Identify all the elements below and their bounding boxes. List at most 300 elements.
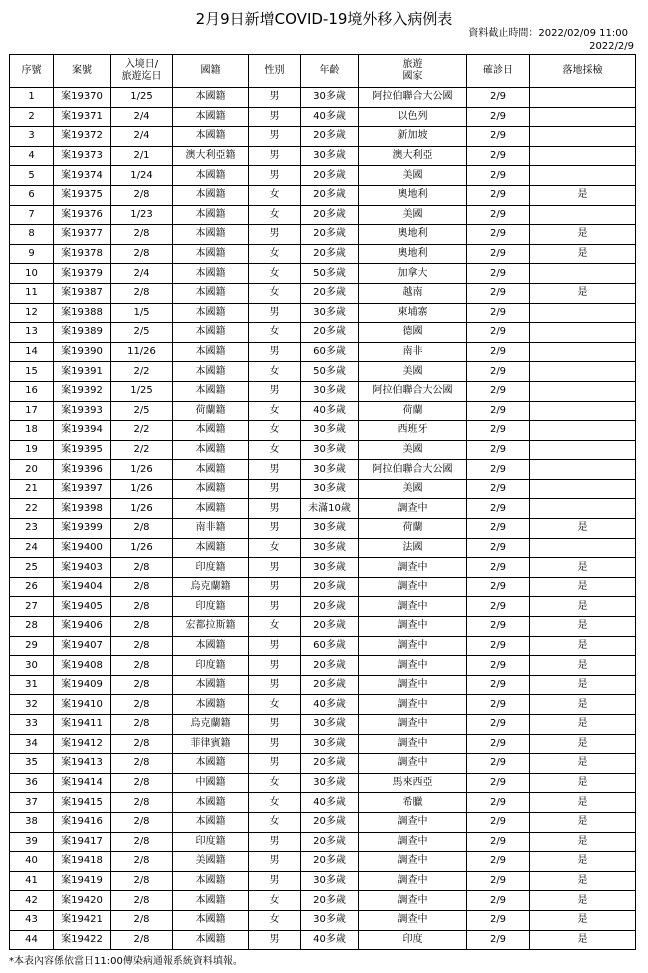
- cell-travel-country: 調查中: [359, 577, 467, 597]
- cell-case-no: 案19370: [54, 88, 111, 108]
- table-row: [10, 617, 636, 637]
- cell-travel-country: 調查中: [359, 910, 467, 930]
- header-text: 入境日/: [124, 59, 159, 70]
- cell-seq: 9: [10, 244, 54, 264]
- cell-entry-date: 2/8: [111, 852, 173, 872]
- cell-confirm-date: 2/9: [467, 499, 530, 519]
- cell-age: 30多歲: [301, 538, 359, 558]
- cell-nationality: 本國籍: [173, 127, 249, 147]
- cell-landing-test: [530, 303, 636, 323]
- cell-seq: 42: [10, 891, 54, 911]
- cell-landing-test: 是: [530, 636, 636, 656]
- cell-confirm-date: 2/9: [467, 127, 530, 147]
- cell-landing-test: [530, 146, 636, 166]
- header-text: 落地採檢: [562, 65, 603, 76]
- cell-entry-date: 1/25: [111, 381, 173, 401]
- cell-seq: 18: [10, 421, 54, 441]
- cell-case-no: 案19389: [54, 323, 111, 343]
- cell-landing-test: 是: [530, 675, 636, 695]
- cell-entry-date: 2/8: [111, 754, 173, 774]
- cell-entry-date: 1/26: [111, 499, 173, 519]
- cell-confirm-date: 2/9: [467, 852, 530, 872]
- cell-sex: 女: [249, 264, 301, 284]
- table-row: [10, 88, 636, 108]
- cell-landing-test: 是: [530, 558, 636, 578]
- cell-nationality: 本國籍: [173, 205, 249, 225]
- cell-travel-country: 調查中: [359, 558, 467, 578]
- cell-landing-test: 是: [530, 185, 636, 205]
- cell-landing-test: [530, 401, 636, 421]
- cell-age: 30多歲: [301, 558, 359, 578]
- cell-landing-test: [530, 88, 636, 108]
- cell-confirm-date: 2/9: [467, 656, 530, 676]
- cell-seq: 22: [10, 499, 54, 519]
- cell-sex: 男: [249, 656, 301, 676]
- cell-nationality: 本國籍: [173, 812, 249, 832]
- cell-case-no: 案19409: [54, 675, 111, 695]
- cell-travel-country: 馬來西亞: [359, 773, 467, 793]
- cell-travel-country: 調查中: [359, 715, 467, 735]
- cell-case-no: 案19374: [54, 166, 111, 186]
- cell-confirm-date: 2/9: [467, 323, 530, 343]
- cell-sex: 男: [249, 479, 301, 499]
- cell-travel-country: 調查中: [359, 852, 467, 872]
- cell-landing-test: [530, 499, 636, 519]
- cell-age: 30多歲: [301, 88, 359, 108]
- cell-sex: 女: [249, 283, 301, 303]
- cell-age: 20多歲: [301, 812, 359, 832]
- cell-entry-date: 2/8: [111, 832, 173, 852]
- cell-case-no: 案19414: [54, 773, 111, 793]
- cell-nationality: 本國籍: [173, 283, 249, 303]
- cell-nationality: 本國籍: [173, 499, 249, 519]
- cell-entry-date: 2/4: [111, 264, 173, 284]
- cell-case-no: 案19415: [54, 793, 111, 813]
- cell-entry-date: 2/8: [111, 656, 173, 676]
- cell-sex: 女: [249, 812, 301, 832]
- cell-entry-date: 11/26: [111, 342, 173, 362]
- table-row: [10, 127, 636, 147]
- cell-sex: 男: [249, 519, 301, 539]
- cell-landing-test: 是: [530, 656, 636, 676]
- cell-sex: 男: [249, 342, 301, 362]
- cell-case-no: 案19418: [54, 852, 111, 872]
- cell-seq: 15: [10, 362, 54, 382]
- table-row: [10, 930, 636, 950]
- cell-nationality: 中國籍: [173, 773, 249, 793]
- cell-sex: 男: [249, 225, 301, 245]
- cell-case-no: 案19378: [54, 244, 111, 264]
- table-row: [10, 519, 636, 539]
- cell-confirm-date: 2/9: [467, 754, 530, 774]
- header-text: 國籍: [200, 65, 221, 76]
- cell-case-no: 案19397: [54, 479, 111, 499]
- cell-entry-date: 2/8: [111, 636, 173, 656]
- cell-confirm-date: 2/9: [467, 519, 530, 539]
- table-row: [10, 479, 636, 499]
- cell-age: 20多歲: [301, 323, 359, 343]
- cell-nationality: 本國籍: [173, 675, 249, 695]
- cell-case-no: 案19375: [54, 185, 111, 205]
- cell-sex: 女: [249, 773, 301, 793]
- cell-age: 20多歲: [301, 832, 359, 852]
- cell-nationality: 本國籍: [173, 362, 249, 382]
- cell-nationality: 本國籍: [173, 871, 249, 891]
- cell-case-no: 案19393: [54, 401, 111, 421]
- cell-case-no: 案19420: [54, 891, 111, 911]
- header-text: 國家: [402, 71, 423, 82]
- cell-sex: 男: [249, 734, 301, 754]
- cell-landing-test: 是: [530, 617, 636, 637]
- cell-case-no: 案19373: [54, 146, 111, 166]
- cell-sex: 女: [249, 185, 301, 205]
- cell-age: 20多歲: [301, 852, 359, 872]
- cell-sex: 女: [249, 538, 301, 558]
- cell-travel-country: 德國: [359, 323, 467, 343]
- cell-nationality: 本國籍: [173, 323, 249, 343]
- report-date: 2022/2/9: [589, 41, 634, 52]
- cell-landing-test: 是: [530, 754, 636, 774]
- cell-landing-test: 是: [530, 793, 636, 813]
- cell-case-no: 案19396: [54, 460, 111, 480]
- cell-seq: 36: [10, 773, 54, 793]
- header-col-nationality: [173, 55, 249, 88]
- cell-seq: 12: [10, 303, 54, 323]
- cell-nationality: 本國籍: [173, 225, 249, 245]
- cell-seq: 3: [10, 127, 54, 147]
- cell-nationality: 菲律賓籍: [173, 734, 249, 754]
- cell-age: 40多歲: [301, 401, 359, 421]
- cell-entry-date: 2/8: [111, 558, 173, 578]
- cell-seq: 30: [10, 656, 54, 676]
- cell-landing-test: [530, 205, 636, 225]
- cell-nationality: 烏克蘭籍: [173, 715, 249, 735]
- cell-travel-country: 調查中: [359, 871, 467, 891]
- cell-landing-test: 是: [530, 812, 636, 832]
- cell-confirm-date: 2/9: [467, 421, 530, 441]
- cell-seq: 40: [10, 852, 54, 872]
- cell-sex: 男: [249, 871, 301, 891]
- cell-age: 未滿10歲: [301, 499, 359, 519]
- cell-seq: 20: [10, 460, 54, 480]
- cell-landing-test: [530, 538, 636, 558]
- cell-age: 20多歲: [301, 891, 359, 911]
- table-row: [10, 656, 636, 676]
- cell-case-no: 案19387: [54, 283, 111, 303]
- cell-travel-country: 調查中: [359, 891, 467, 911]
- table-row: [10, 754, 636, 774]
- cell-age: 30多歲: [301, 303, 359, 323]
- cell-sex: 男: [249, 577, 301, 597]
- cell-case-no: 案19411: [54, 715, 111, 735]
- cell-travel-country: 荷蘭: [359, 401, 467, 421]
- cell-entry-date: 2/8: [111, 185, 173, 205]
- cell-landing-test: 是: [530, 871, 636, 891]
- cell-confirm-date: 2/9: [467, 538, 530, 558]
- cell-nationality: 澳大利亞籍: [173, 146, 249, 166]
- cell-age: 20多歲: [301, 283, 359, 303]
- cell-confirm-date: 2/9: [467, 107, 530, 127]
- cell-travel-country: 越南: [359, 283, 467, 303]
- cell-seq: 14: [10, 342, 54, 362]
- cell-entry-date: 1/26: [111, 460, 173, 480]
- cell-nationality: 本國籍: [173, 793, 249, 813]
- cell-confirm-date: 2/9: [467, 695, 530, 715]
- header-text: 性別: [264, 65, 285, 76]
- cell-seq: 25: [10, 558, 54, 578]
- cell-travel-country: 奧地利: [359, 244, 467, 264]
- cell-sex: 女: [249, 421, 301, 441]
- cell-confirm-date: 2/9: [467, 440, 530, 460]
- cell-age: 20多歲: [301, 675, 359, 695]
- cell-age: 20多歲: [301, 577, 359, 597]
- cell-travel-country: 美國: [359, 166, 467, 186]
- cell-age: 20多歲: [301, 127, 359, 147]
- cell-entry-date: 2/8: [111, 244, 173, 264]
- cell-entry-date: 2/2: [111, 440, 173, 460]
- table-row: [10, 793, 636, 813]
- cell-age: 20多歲: [301, 166, 359, 186]
- table-row: [10, 225, 636, 245]
- cell-travel-country: 調查中: [359, 656, 467, 676]
- cell-age: 30多歲: [301, 479, 359, 499]
- cell-travel-country: 調查中: [359, 695, 467, 715]
- cell-seq: 35: [10, 754, 54, 774]
- cell-confirm-date: 2/9: [467, 910, 530, 930]
- cell-seq: 28: [10, 617, 54, 637]
- cell-sex: 男: [249, 715, 301, 735]
- table-row: [10, 166, 636, 186]
- cell-age: 20多歲: [301, 244, 359, 264]
- cell-seq: 4: [10, 146, 54, 166]
- cell-confirm-date: 2/9: [467, 381, 530, 401]
- cell-confirm-date: 2/9: [467, 146, 530, 166]
- cell-entry-date: 2/8: [111, 617, 173, 637]
- cell-landing-test: [530, 264, 636, 284]
- cell-case-no: 案19422: [54, 930, 111, 950]
- cell-entry-date: 2/5: [111, 401, 173, 421]
- cell-age: 20多歲: [301, 656, 359, 676]
- cell-entry-date: 2/8: [111, 812, 173, 832]
- cell-sex: 男: [249, 930, 301, 950]
- table-row: [10, 323, 636, 343]
- cell-case-no: 案19399: [54, 519, 111, 539]
- table-row: [10, 283, 636, 303]
- cell-landing-test: 是: [530, 852, 636, 872]
- cell-nationality: 本國籍: [173, 538, 249, 558]
- cell-sex: 男: [249, 852, 301, 872]
- cell-confirm-date: 2/9: [467, 871, 530, 891]
- cell-confirm-date: 2/9: [467, 558, 530, 578]
- cell-entry-date: 2/8: [111, 675, 173, 695]
- cell-case-no: 案19392: [54, 381, 111, 401]
- cell-sex: 男: [249, 88, 301, 108]
- cell-travel-country: 調查中: [359, 597, 467, 617]
- cell-nationality: 本國籍: [173, 342, 249, 362]
- table-row: [10, 244, 636, 264]
- cell-entry-date: 2/8: [111, 715, 173, 735]
- cell-travel-country: 調查中: [359, 754, 467, 774]
- cell-travel-country: 調查中: [359, 636, 467, 656]
- cell-entry-date: 1/26: [111, 479, 173, 499]
- cell-seq: 19: [10, 440, 54, 460]
- cell-nationality: 本國籍: [173, 264, 249, 284]
- cell-landing-test: 是: [530, 577, 636, 597]
- cell-age: 30多歲: [301, 871, 359, 891]
- cell-age: 40多歲: [301, 793, 359, 813]
- header-col-confirm-date: [467, 55, 530, 88]
- cell-entry-date: 2/8: [111, 577, 173, 597]
- cell-nationality: 印度籍: [173, 558, 249, 578]
- cell-nationality: 本國籍: [173, 636, 249, 656]
- cell-age: 40多歲: [301, 930, 359, 950]
- cell-sex: 女: [249, 695, 301, 715]
- cell-entry-date: 2/8: [111, 597, 173, 617]
- cell-nationality: 本國籍: [173, 107, 249, 127]
- cell-sex: 男: [249, 675, 301, 695]
- cell-nationality: 荷蘭籍: [173, 401, 249, 421]
- cell-landing-test: [530, 421, 636, 441]
- cell-nationality: 本國籍: [173, 891, 249, 911]
- cell-travel-country: 柬埔寨: [359, 303, 467, 323]
- cell-nationality: 本國籍: [173, 440, 249, 460]
- cell-sex: 女: [249, 891, 301, 911]
- table-row: [10, 577, 636, 597]
- cell-age: 30多歲: [301, 460, 359, 480]
- page-title: 2月9日新增COVID-19境外移入病例表: [195, 10, 453, 28]
- cell-case-no: 案19416: [54, 812, 111, 832]
- cell-entry-date: 2/2: [111, 362, 173, 382]
- header-text: 旅遊: [402, 59, 423, 70]
- cell-case-no: 案19379: [54, 264, 111, 284]
- cell-age: 20多歲: [301, 754, 359, 774]
- cell-seq: 6: [10, 185, 54, 205]
- header-text: 年齡: [319, 65, 340, 76]
- cell-nationality: 本國籍: [173, 910, 249, 930]
- cell-confirm-date: 2/9: [467, 479, 530, 499]
- cell-age: 20多歲: [301, 597, 359, 617]
- cell-case-no: 案19395: [54, 440, 111, 460]
- cell-entry-date: 2/8: [111, 283, 173, 303]
- cell-case-no: 案19417: [54, 832, 111, 852]
- cell-sex: 男: [249, 303, 301, 323]
- cell-confirm-date: 2/9: [467, 185, 530, 205]
- cell-nationality: 本國籍: [173, 754, 249, 774]
- cell-seq: 43: [10, 910, 54, 930]
- cell-sex: 男: [249, 754, 301, 774]
- cell-case-no: 案19398: [54, 499, 111, 519]
- cell-age: 30多歲: [301, 440, 359, 460]
- cell-seq: 1: [10, 88, 54, 108]
- cell-entry-date: 2/8: [111, 773, 173, 793]
- cell-nationality: 美國籍: [173, 852, 249, 872]
- cell-case-no: 案19410: [54, 695, 111, 715]
- cell-confirm-date: 2/9: [467, 283, 530, 303]
- cell-seq: 7: [10, 205, 54, 225]
- header-col-sex: [249, 55, 301, 88]
- cell-age: 30多歲: [301, 381, 359, 401]
- cell-landing-test: 是: [530, 910, 636, 930]
- cell-landing-test: 是: [530, 930, 636, 950]
- cell-entry-date: 2/5: [111, 323, 173, 343]
- cell-age: 30多歲: [301, 146, 359, 166]
- cell-confirm-date: 2/9: [467, 577, 530, 597]
- header-col-seq: [10, 55, 54, 88]
- cell-travel-country: 阿拉伯聯合大公國: [359, 460, 467, 480]
- cell-confirm-date: 2/9: [467, 460, 530, 480]
- cell-seq: 24: [10, 538, 54, 558]
- cell-entry-date: 2/4: [111, 107, 173, 127]
- cell-nationality: 本國籍: [173, 381, 249, 401]
- cell-case-no: 案19413: [54, 754, 111, 774]
- cell-sex: 女: [249, 440, 301, 460]
- cell-confirm-date: 2/9: [467, 264, 530, 284]
- cell-entry-date: 2/4: [111, 127, 173, 147]
- table-row: [10, 362, 636, 382]
- cell-confirm-date: 2/9: [467, 812, 530, 832]
- cell-landing-test: 是: [530, 734, 636, 754]
- cell-nationality: 本國籍: [173, 166, 249, 186]
- cell-travel-country: 荷蘭: [359, 519, 467, 539]
- cell-landing-test: 是: [530, 225, 636, 245]
- cell-landing-test: 是: [530, 283, 636, 303]
- cell-nationality: 本國籍: [173, 88, 249, 108]
- cell-age: 50多歲: [301, 264, 359, 284]
- footnote: *本表內容係依當日11:00傳染病通報系統資料填報。: [9, 956, 243, 967]
- cell-travel-country: 調查中: [359, 499, 467, 519]
- cell-sex: 女: [249, 910, 301, 930]
- cell-seq: 26: [10, 577, 54, 597]
- cell-seq: 41: [10, 871, 54, 891]
- cell-entry-date: 2/8: [111, 695, 173, 715]
- header-col-travel-country: [359, 55, 467, 88]
- cell-entry-date: 2/8: [111, 225, 173, 245]
- cell-confirm-date: 2/9: [467, 715, 530, 735]
- header-col-entry-date: [111, 55, 173, 88]
- cell-landing-test: 是: [530, 244, 636, 264]
- cell-age: 20多歲: [301, 225, 359, 245]
- cell-sex: 女: [249, 205, 301, 225]
- cell-seq: 17: [10, 401, 54, 421]
- table-row: [10, 538, 636, 558]
- cell-travel-country: 奧地利: [359, 225, 467, 245]
- cell-travel-country: 阿拉伯聯合大公國: [359, 88, 467, 108]
- cell-travel-country: 以色列: [359, 107, 467, 127]
- cell-confirm-date: 2/9: [467, 205, 530, 225]
- cell-age: 40多歲: [301, 695, 359, 715]
- cell-travel-country: 調查中: [359, 812, 467, 832]
- cell-confirm-date: 2/9: [467, 636, 530, 656]
- cell-confirm-date: 2/9: [467, 891, 530, 911]
- table-row: [10, 460, 636, 480]
- cell-travel-country: 南非: [359, 342, 467, 362]
- cell-sex: 男: [249, 558, 301, 578]
- cell-sex: 女: [249, 401, 301, 421]
- cell-travel-country: 阿拉伯聯合大公國: [359, 381, 467, 401]
- cell-case-no: 案19377: [54, 225, 111, 245]
- cell-seq: 8: [10, 225, 54, 245]
- cell-case-no: 案19419: [54, 871, 111, 891]
- cell-seq: 29: [10, 636, 54, 656]
- cell-sex: 男: [249, 107, 301, 127]
- cell-case-no: 案19400: [54, 538, 111, 558]
- table-row: [10, 264, 636, 284]
- table-row: [10, 773, 636, 793]
- cell-confirm-date: 2/9: [467, 88, 530, 108]
- cell-case-no: 案19412: [54, 734, 111, 754]
- header-col-age: [301, 55, 359, 88]
- cell-sex: 男: [249, 166, 301, 186]
